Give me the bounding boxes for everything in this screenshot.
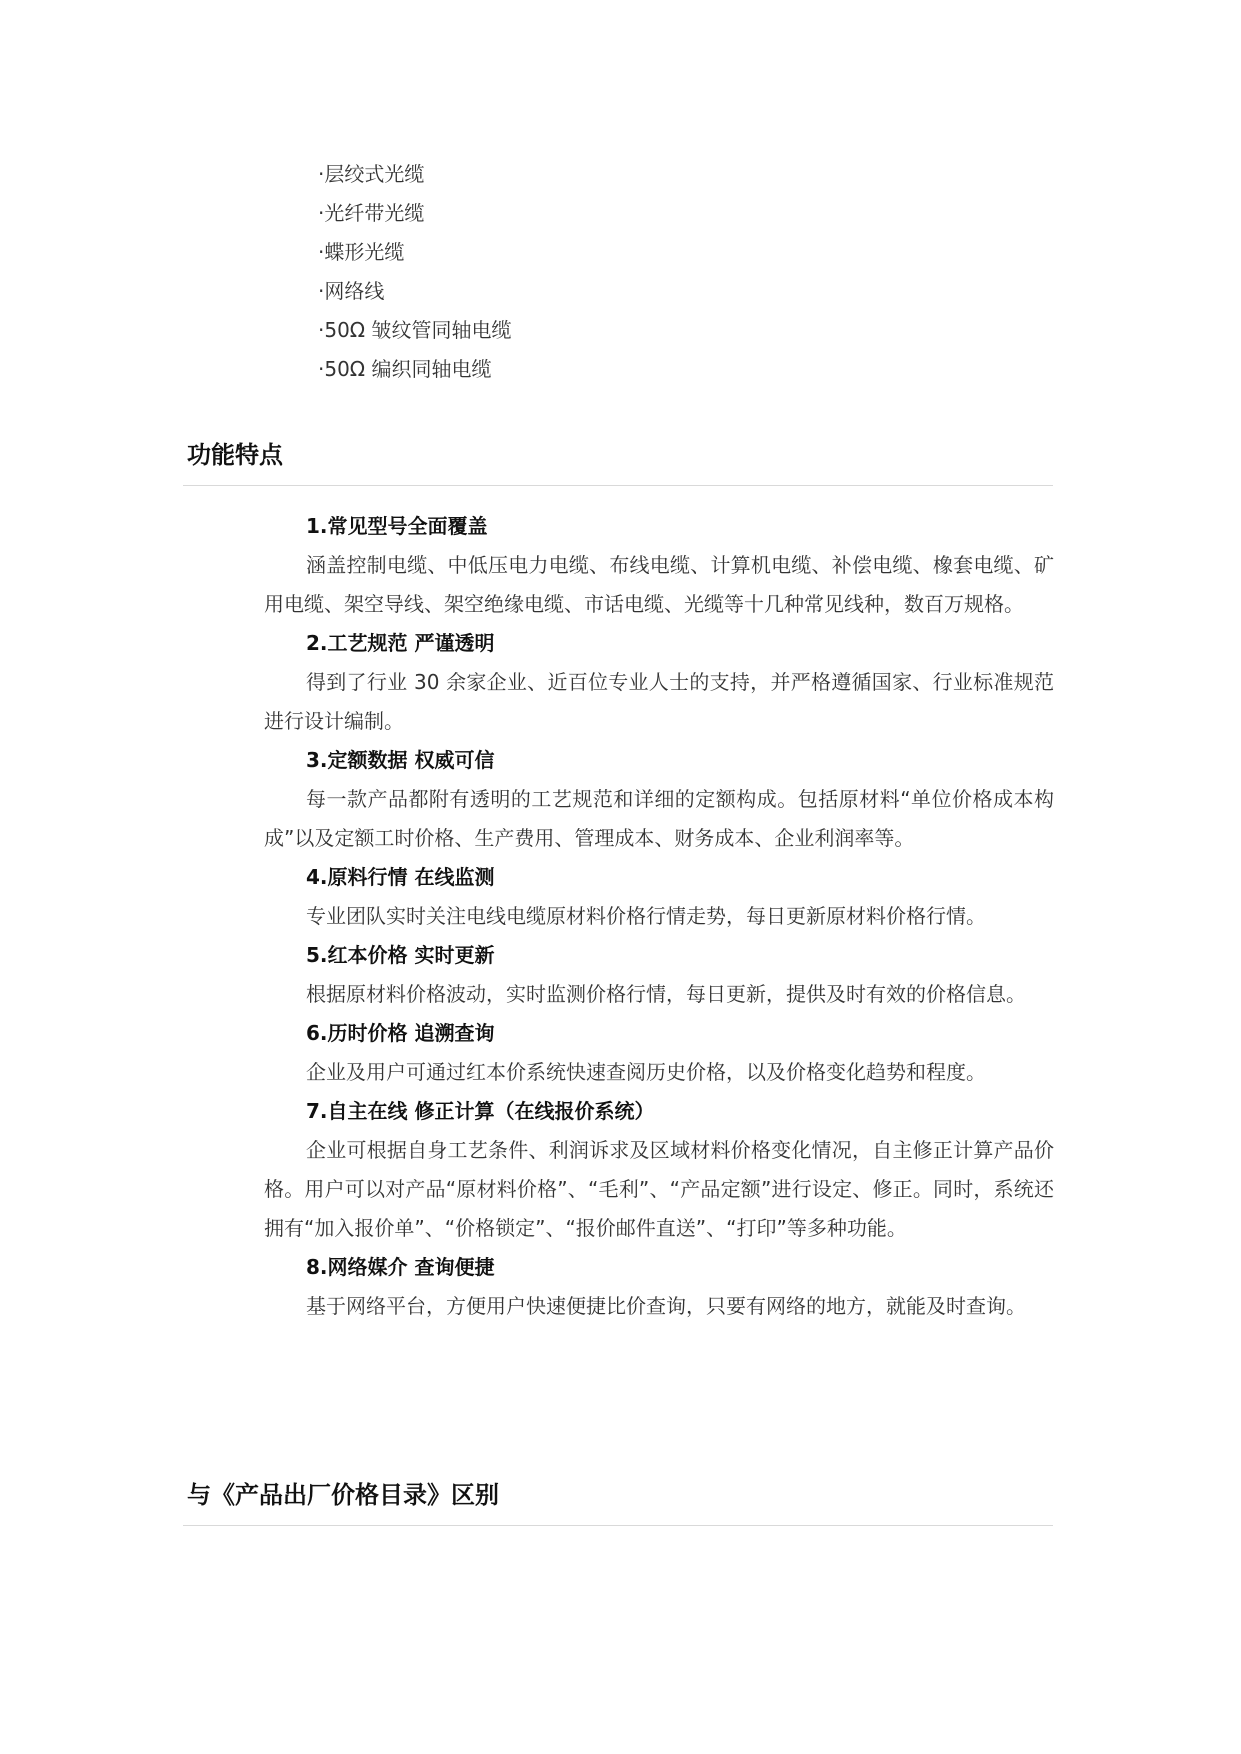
list-item: ·层绞式光缆 bbox=[318, 162, 425, 186]
section-divider bbox=[183, 485, 1053, 486]
feature-item bbox=[264, 936, 1054, 1014]
feature-body: 根据原材料价格波动，实时监测价格行情，每日更新，提供及时有效的价格信息。 bbox=[306, 982, 1026, 1006]
feature-item bbox=[264, 507, 1054, 624]
list-item: ·50Ω 皱纹管同轴电缆 bbox=[318, 318, 512, 342]
feature-body: 企业及用户可通过红本价系统快速查阅历史价格，以及价格变化趋势和程度。 bbox=[306, 1060, 986, 1084]
feature-title: 1.常见型号全面覆盖 bbox=[306, 514, 488, 538]
feature-title: 2.工艺规范 严谨透明 bbox=[306, 631, 495, 655]
list-item: ·网络线 bbox=[318, 279, 385, 303]
feature-title: 3.定额数据 权威可信 bbox=[306, 748, 495, 772]
feature-body: 专业团队实时关注电线电缆原材料价格行情走势，每日更新原材料价格行情。 bbox=[306, 904, 986, 928]
feature-title: 4.原料行情 在线监测 bbox=[306, 865, 495, 889]
feature-body: 企业可根据自身工艺条件、利润诉求及区域材料价格变化情况，自主修正计算产品价格。用户可以对产品“原材料价格”、“毛利”、“产品定额”进行设定、修正。同时，系统还拥有“加入报价单”、“价格锁定”、“报价邮件直送”、“打印”等多种功能。 bbox=[264, 1138, 1054, 1240]
list-item: ·光纤带光缆 bbox=[318, 201, 425, 225]
feature-body: 每一款产品都附有透明的工艺规范和详细的定额构成。包括原材料“单位价格成本构成”以及定额工时价格、生产费用、管理成本、财务成本、企业利润率等。 bbox=[264, 787, 1054, 850]
feature-item bbox=[264, 858, 1054, 936]
feature-item bbox=[264, 624, 1054, 741]
feature-title: 8.网络媒介 查询便捷 bbox=[306, 1255, 495, 1279]
feature-body: 基于网络平台，方便用户快速便捷比价查询，只要有网络的地方，就能及时查询。 bbox=[306, 1294, 1026, 1318]
feature-list bbox=[264, 507, 1054, 1326]
feature-title: 5.红本价格 实时更新 bbox=[306, 943, 495, 967]
feature-item bbox=[264, 1248, 1054, 1326]
section-title-difference: 与《产品出厂价格目录》区别 bbox=[187, 1481, 499, 1509]
list-item: ·蝶形光缆 bbox=[318, 240, 405, 264]
feature-body: 得到了行业 30 余家企业、近百位专业人士的支持，并严格遵循国家、行业标准规范进行设计编制。 bbox=[264, 670, 1054, 733]
feature-item bbox=[264, 1014, 1054, 1092]
feature-body: 涵盖控制电缆、中低压电力电缆、布线电缆、计算机电缆、补偿电缆、橡套电缆、矿用电缆、架空导线、架空绝缘电缆、市话电缆、光缆等十几种常见线种，数百万规格。 bbox=[264, 553, 1054, 616]
feature-item bbox=[264, 741, 1054, 858]
list-item: ·50Ω 编织同轴电缆 bbox=[318, 357, 492, 381]
feature-item bbox=[264, 1092, 1054, 1248]
feature-title: 6.历时价格 追溯查询 bbox=[306, 1021, 495, 1045]
section-title-features: 功能特点 bbox=[187, 441, 283, 469]
product-list bbox=[318, 155, 511, 389]
feature-title: 7.自主在线 修正计算（在线报价系统） bbox=[306, 1099, 655, 1123]
section-divider bbox=[183, 1525, 1053, 1526]
